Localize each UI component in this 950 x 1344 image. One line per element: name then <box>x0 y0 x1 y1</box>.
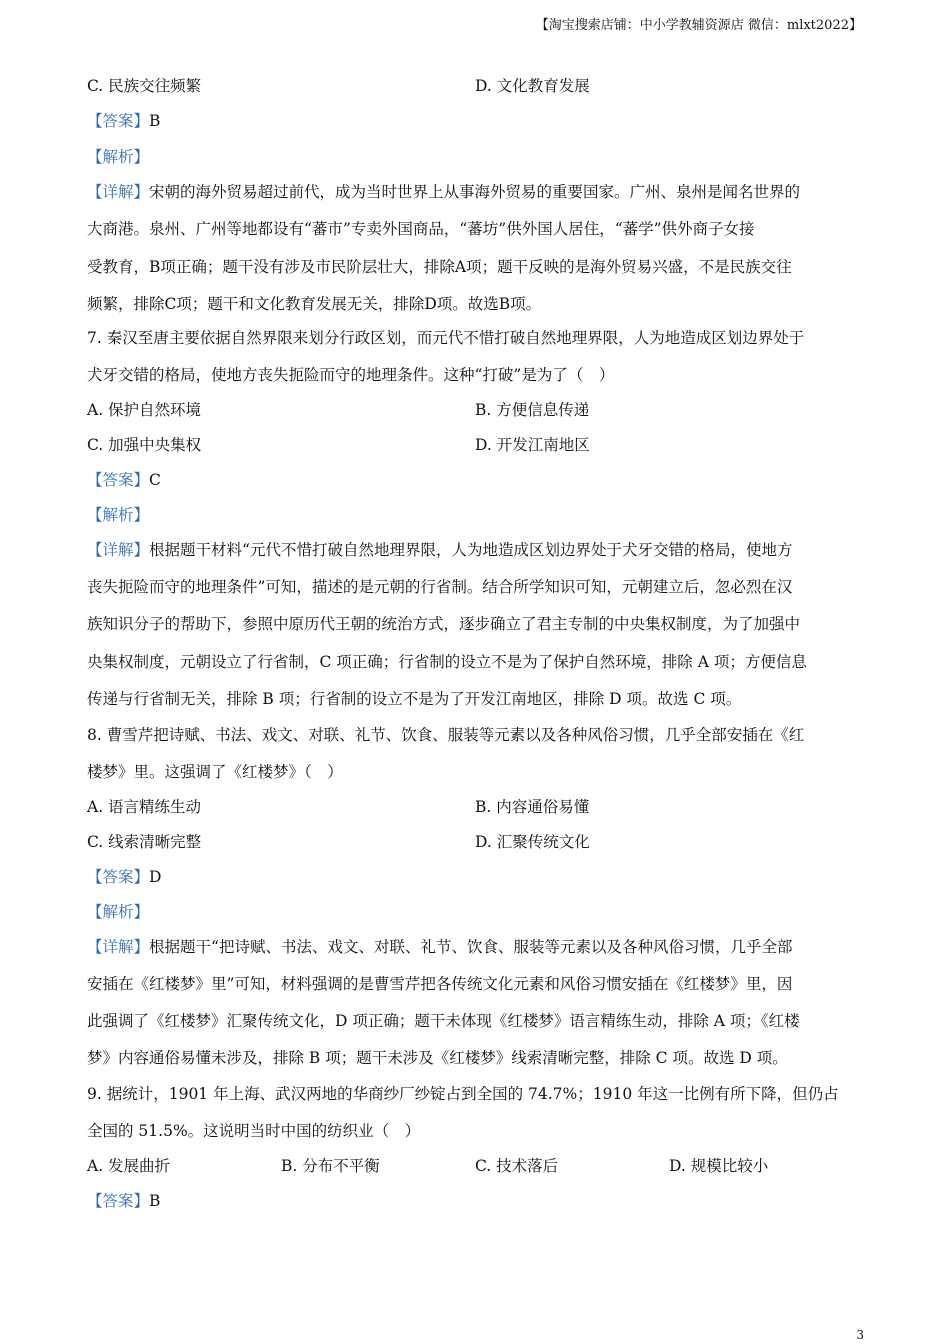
q7-detail-line: 丧失扼险而守的地理条件”可知，描述的是元朝的行省制。结合所学知识可知，元朝建立后，忽必烈在汉 <box>87 578 793 596</box>
q9-stem: 9. 据统计，1901 年上海、武汉两地的华商纱厂纱锭占到全国的 74.7%；1910 年这一比例有所下降，但仍占 <box>87 1085 839 1103</box>
q7-stem: 7. 秦汉至唐主要依据自然界限来划分行政区划，而元代不惜打破自然地理界限，人为地造成区划边界处于 <box>87 329 805 347</box>
q6-detail-line <box>87 182 800 202</box>
q8-detail-line: 安插在《红楼梦》里”可知，材料强调的是曹雪芹把各传统文化元素和风俗习惯安插在《红楼梦》里，因 <box>87 975 793 993</box>
q8-stem: 8. 曹雪芹把诗赋、书法、戏文、对联、礼节、饮食、服装等元素以及各种风俗习惯，几乎全部安插在《红 <box>87 726 805 744</box>
q9-answer: B <box>149 1192 161 1210</box>
q8-detail-line <box>87 937 792 957</box>
q8-detail-text: 根据题干“把诗赋、书法、戏文、对联、礼节、饮食、服装等元素以及各种风俗习惯，几乎全部 <box>149 938 793 956</box>
q7-detail-line <box>87 540 792 560</box>
q7-stem: 犬牙交错的格局，使地方丧失扼险而守的地理条件。这种“打破”是为了（ ） <box>87 366 615 384</box>
q7-answer-line <box>87 470 161 490</box>
q8-detail-line: 此强调了《红楼梦》汇聚传统文化，D 项正确；题干未体现《红楼梦》语言精练生动，排除 A 项；《红楼 <box>87 1012 800 1030</box>
q6-analysis-tag <box>87 147 149 167</box>
q9-option-d: D. 规模比较小 <box>669 1157 769 1175</box>
analysis-tag: 【解析】 <box>87 903 150 921</box>
q7-detail-line: 族知识分子的帮助下，参照中原历代王朝的统治方式，逐步确立了君主专制的中央集权制度，为了加强中 <box>87 615 801 633</box>
q8-option-d: D. 汇聚传统文化 <box>475 833 590 851</box>
q7-option-a: A. 保护自然环境 <box>87 401 202 419</box>
q7-detail-text: 根据题干材料“元代不惜打破自然地理界限，人为地造成区划边界处于犬牙交错的格局，使地方 <box>149 541 793 559</box>
q9-answer-line <box>87 1191 160 1211</box>
q8-answer-line <box>87 867 161 887</box>
q9-option-b: B. 分布不平衡 <box>281 1157 380 1175</box>
q6-detail-line: 频繁，排除C项；题干和文化教育发展无关，排除D项。故选B项。 <box>87 295 542 313</box>
q7-analysis-tag <box>87 505 149 525</box>
q7-option-c: C. 加强中央集权 <box>87 436 202 454</box>
q7-detail-line: 传递与行省制无关，排除 B 项；行省制的设立不是为了开发江南地区，排除 D 项。故选 C 项。 <box>87 690 742 708</box>
answer-tag: 【答案】 <box>87 471 150 489</box>
q6-detail-line: 受教育，B项正确；题干没有涉及市民阶层壮大，排除A项；题干反映的是海外贸易兴盛，不是民族交往 <box>87 258 792 276</box>
q7-option-b: B. 方便信息传递 <box>475 401 590 419</box>
analysis-tag: 【解析】 <box>87 506 150 524</box>
q7-detail-line: 央集权制度，元朝设立了行省制，C 项正确；行省制的设立不是为了保护自然环境，排除 A 项；方便信息 <box>87 653 807 671</box>
q6-option-d: D. 文化教育发展 <box>475 77 590 95</box>
q9-option-c: C. 技术落后 <box>475 1157 559 1175</box>
analysis-tag: 【解析】 <box>87 148 150 166</box>
q6-answer: B <box>149 112 161 130</box>
q8-option-c: C. 线索清晰完整 <box>87 833 202 851</box>
q6-option-c: C. 民族交往频繁 <box>87 77 202 95</box>
detail-tag: 【详解】 <box>87 938 150 956</box>
q9-option-a: A. 发展曲折 <box>87 1157 171 1175</box>
q8-option-b: B. 内容通俗易懂 <box>475 798 590 816</box>
q9-stem: 全国的 51.5%。这说明当时中国的纺织业（ ） <box>87 1122 421 1140</box>
q8-option-a: A. 语言精练生动 <box>87 798 202 816</box>
q8-analysis-tag <box>87 902 149 922</box>
detail-tag: 【详解】 <box>87 183 150 201</box>
q6-detail-line: 大商港。泉州、广州等地都设有“蕃市”专卖外国商品，“蕃坊”供外国人居住，“蕃学”供外商子女接 <box>87 220 755 238</box>
answer-tag: 【答案】 <box>87 112 150 130</box>
page-number: 3 <box>856 1328 864 1342</box>
q8-stem: 楼梦》里。这强调了《红楼梦》（ ） <box>87 763 343 781</box>
q6-detail-text: 宋朝的海外贸易超过前代，成为当时世界上从事海外贸易的重要国家。广州、泉州是闻名世界的 <box>149 183 801 201</box>
detail-tag: 【详解】 <box>87 541 150 559</box>
q8-detail-line: 梦》内容通俗易懂未涉及，排除 B 项；题干未涉及《红楼梦》线索清晰完整，排除 C 项。故选 D 项。 <box>87 1049 788 1067</box>
answer-tag: 【答案】 <box>87 868 150 886</box>
page-header: 【淘宝搜索店铺：中小学教辅资源店 微信：mlxt2022】 <box>535 18 862 33</box>
answer-tag: 【答案】 <box>87 1192 150 1210</box>
q7-answer: C <box>149 471 161 489</box>
q7-option-d: D. 开发江南地区 <box>475 436 590 454</box>
q6-answer-line <box>87 111 160 131</box>
q8-answer: D <box>149 868 162 886</box>
